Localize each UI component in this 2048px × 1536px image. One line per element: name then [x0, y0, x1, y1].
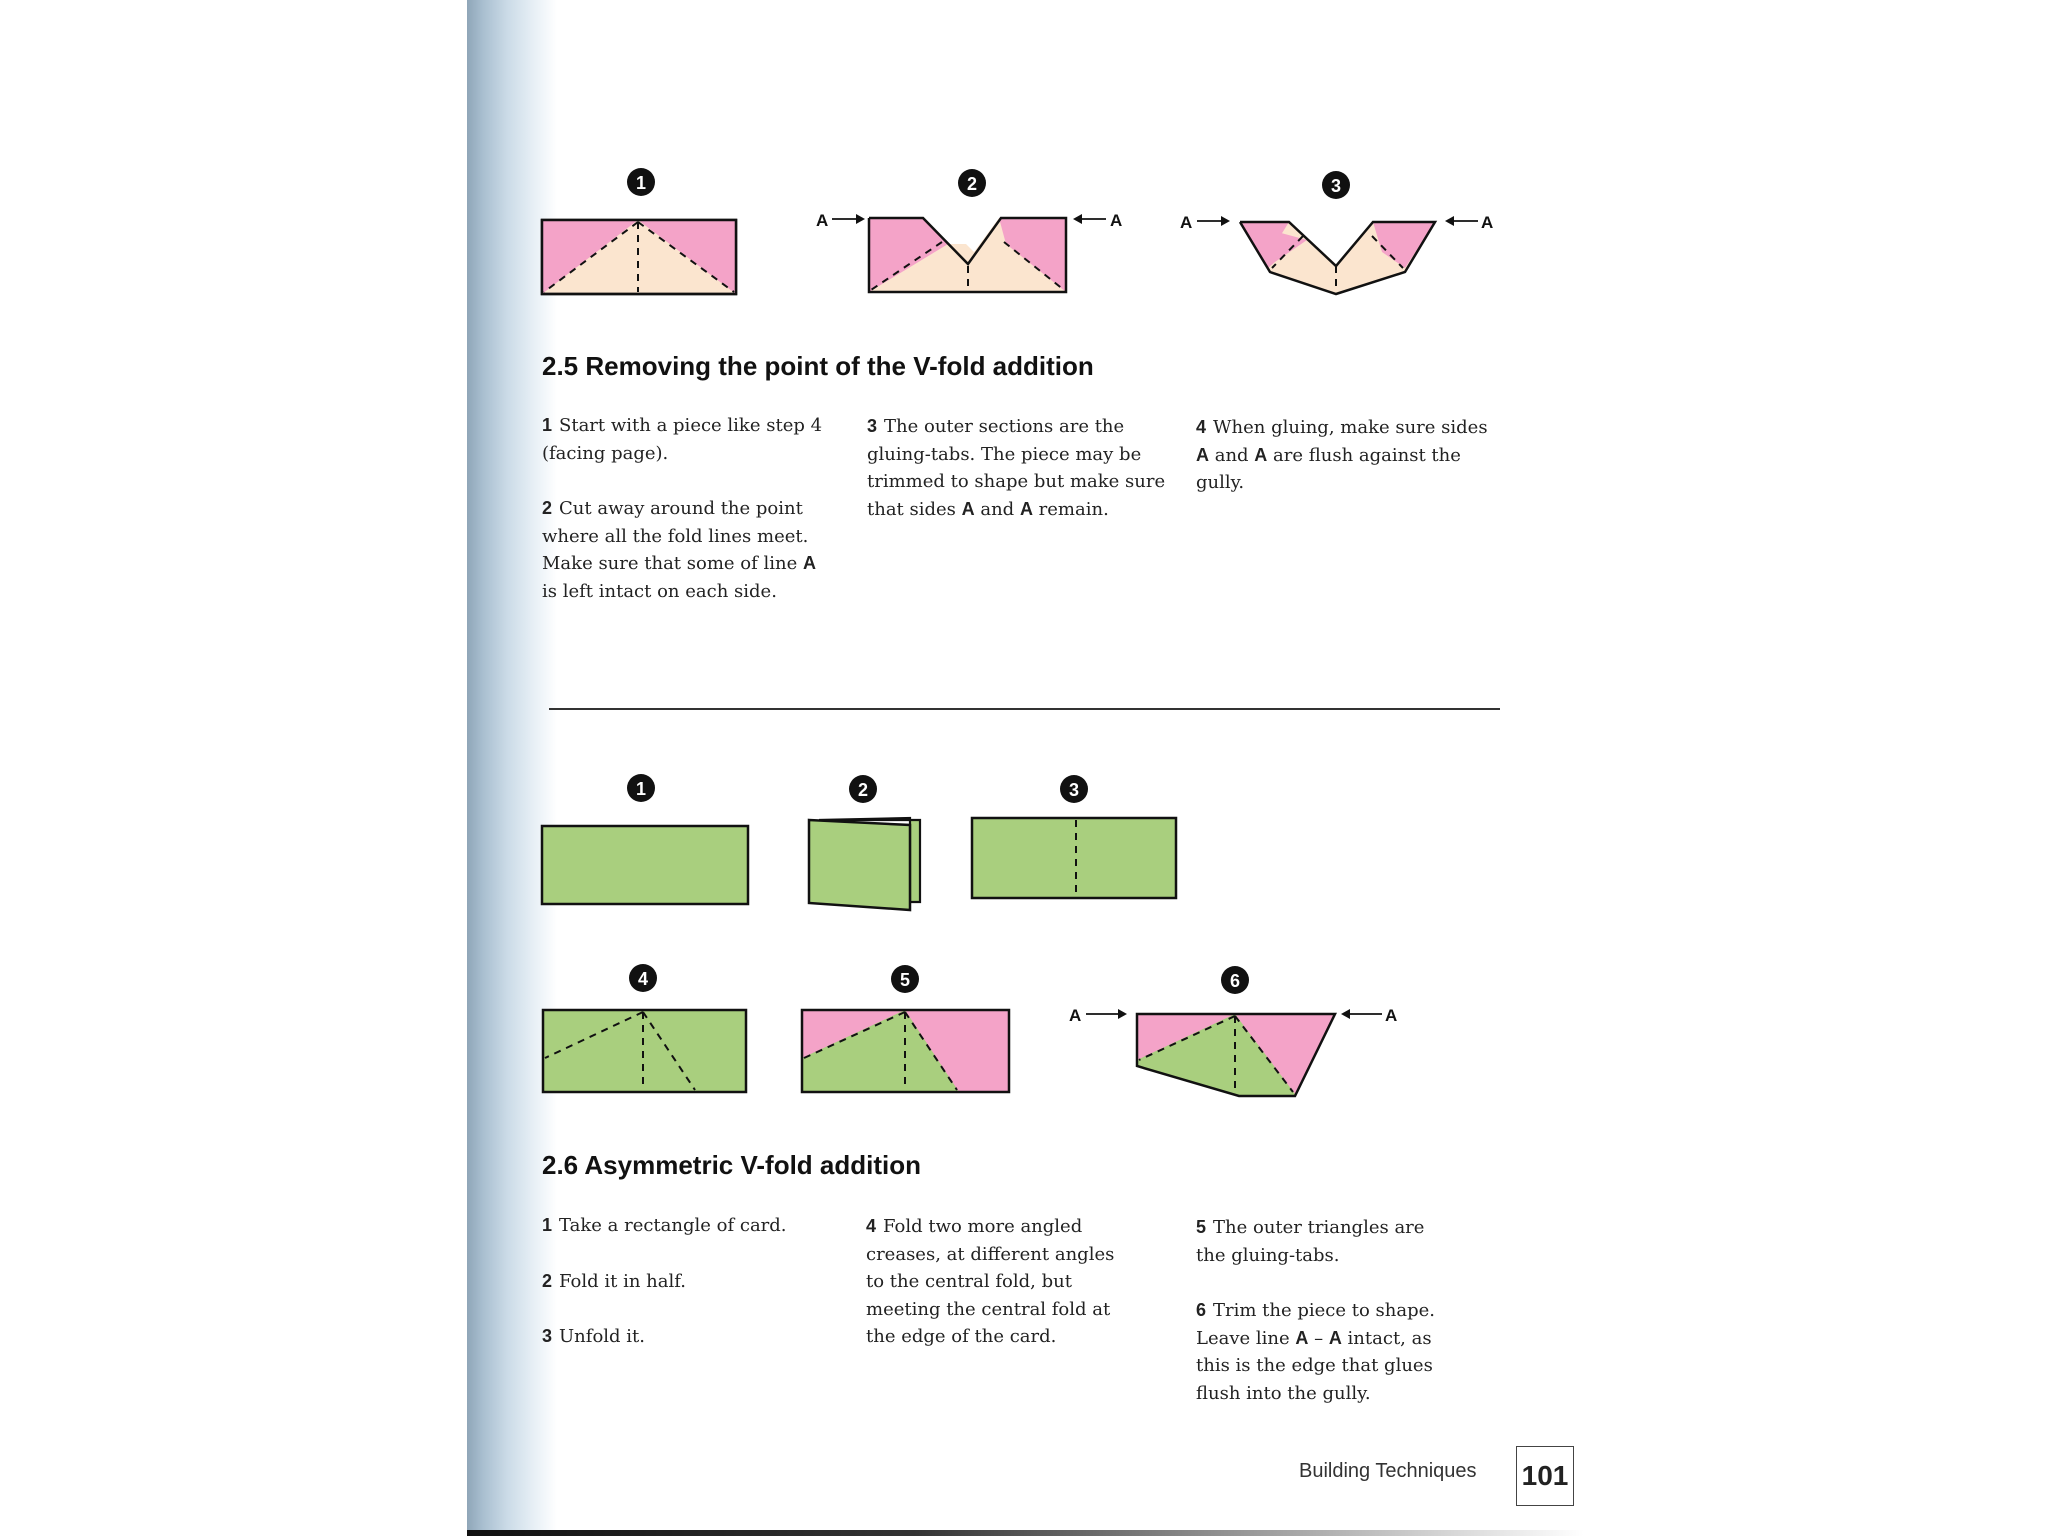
running-footer-title: Building Techniques: [1299, 1460, 1477, 1482]
section-26-column-1: [542, 1212, 822, 1379]
step-badge-25-2: [958, 169, 986, 197]
instruction-25-4: 4 When gluing, make sure sides A and A are flush against the gully.: [1196, 417, 1488, 493]
section-25-column-3: [1196, 414, 1506, 525]
diagram-26-step2: [809, 818, 920, 910]
svg-text:6: 6: [1229, 971, 1241, 991]
diagram-26-step4: [543, 1010, 746, 1092]
diagram-26-step3: [972, 818, 1176, 898]
diagram-26-step5: [802, 1010, 1009, 1092]
svg-text:A: A: [1069, 1006, 1082, 1025]
step-badge-26-3: [1060, 775, 1088, 803]
svg-text:1: 1: [635, 173, 647, 193]
book-page: [467, 0, 1584, 1536]
svg-text:5: 5: [899, 970, 911, 990]
section-25-column-2: [867, 413, 1167, 551]
instruction-26-6: 6 Trim the piece to shape. Leave line A – A intact, as this is the edge that glues flush into the gully.: [1196, 1300, 1436, 1404]
step-badge-25-3: [1322, 171, 1350, 199]
section-26-title: 2.6 Asymmetric V-fold addition: [542, 1150, 922, 1180]
section-divider: [549, 708, 1500, 710]
instruction-26-3: 3 Unfold it.: [542, 1326, 645, 1347]
svg-text:A: A: [1481, 213, 1494, 232]
diagram-26-step1: [542, 826, 748, 904]
svg-text:1: 1: [635, 779, 647, 799]
step-badge-26-1: [627, 774, 655, 802]
step-badge-25-1: [627, 168, 655, 196]
page-number: 101: [1516, 1446, 1574, 1506]
svg-text:2: 2: [966, 174, 978, 194]
instruction-26-4: 4 Fold two more angled creases, at different angles to the central fold, but meeting the central fold at the edge of the card.: [866, 1216, 1115, 1347]
page-bottom-edge: [467, 1530, 1584, 1536]
section-26-column-2: [866, 1213, 1126, 1379]
svg-text:A: A: [1110, 211, 1123, 230]
diagram-26-step6: [1069, 1006, 1397, 1096]
svg-text:A: A: [1385, 1006, 1398, 1025]
step-badge-26-6: [1221, 966, 1249, 994]
diagram-25-step3: [1180, 213, 1493, 294]
step-badge-26-4: [629, 964, 657, 992]
svg-text:A: A: [1180, 213, 1193, 232]
instruction-26-1: 1 Take a rectangle of card.: [542, 1215, 787, 1236]
svg-text:3: 3: [1330, 176, 1342, 196]
instruction-25-1: 1 Start with a piece like step 4 (facing page).: [542, 415, 823, 464]
svg-text:3: 3: [1068, 780, 1080, 800]
instruction-25-3: 3 The outer sections are the gluing-tabs. The piece may be trimmed to shape but make sure that sides A and A remain.: [867, 416, 1166, 520]
step-badge-26-2: [849, 775, 877, 803]
section-26-column-3: [1196, 1214, 1456, 1435]
instruction-25-2: 2 Cut away around the point where all the fold lines meet. Make sure that some of line A is left intact on each side.: [542, 498, 816, 602]
diagram-25-step1: [542, 220, 736, 294]
svg-text:A: A: [816, 211, 829, 230]
section-25-column-1: [542, 412, 832, 633]
diagram-25-step2: [816, 211, 1122, 292]
instruction-26-2: 2 Fold it in half.: [542, 1270, 686, 1292]
svg-text:4: 4: [637, 969, 649, 989]
instruction-26-5: 5 The outer triangles are the gluing-tabs.: [1196, 1217, 1425, 1266]
section-25-title: 2.5 Removing the point of the V-fold addition: [542, 351, 1094, 381]
svg-text:2: 2: [857, 780, 869, 800]
step-badge-26-5: [891, 965, 919, 993]
